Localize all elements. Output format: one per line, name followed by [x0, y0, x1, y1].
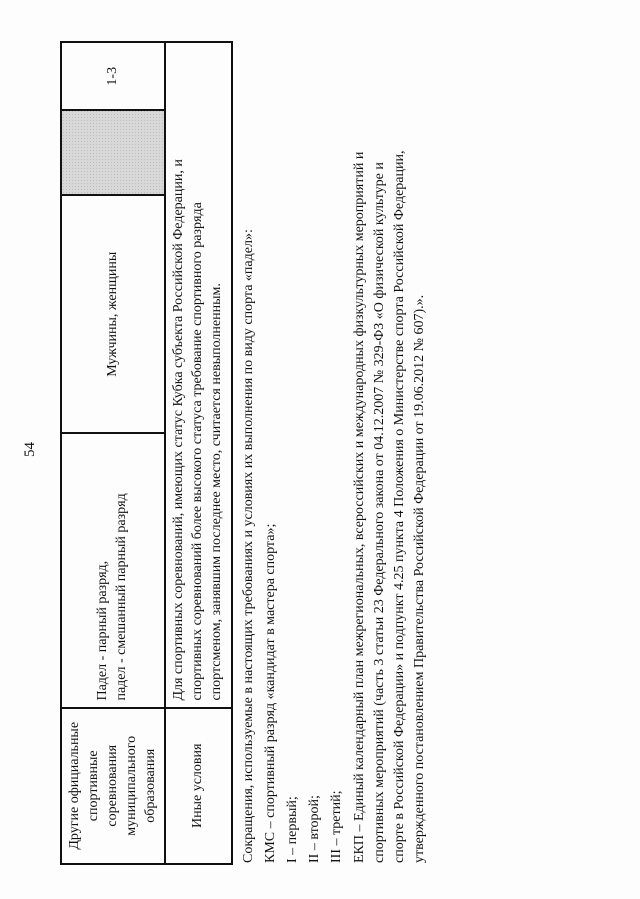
ekp-text-line: спортивных мероприятий (часть 3 статьи 23 Федерального закона от 04.12.2007 № 329-ФЗ «О физической культуре и	[372, 162, 387, 863]
cell-text-line: Падел - парный разряд,	[95, 560, 111, 701]
table-cell-discipline	[61, 433, 165, 707]
table-row	[61, 42, 165, 864]
table-cell-other-conditions-label: Иные условия	[165, 708, 232, 864]
cell-text-line: спортсменом, занявшим последнее место, считается невыполненным.	[209, 283, 225, 701]
ekp-text-line: ЕКП – Единый календарный план межрегиональных, всероссийских и международных физкультурных мероприятий и	[352, 151, 367, 863]
abbreviation-item: II – второй;	[307, 795, 322, 863]
cell-text-line: спортивных соревнований более высокого статуса требование спортивного разряда	[190, 202, 206, 701]
ekp-definition	[350, 33, 430, 863]
page-number: 54	[22, 442, 38, 457]
cell-text-line: муниципального	[123, 735, 139, 836]
table-cell-other-conditions-text	[165, 42, 232, 708]
ekp-text-line: утвержденного постановлением Правительства Российской Федерации от 19.06.2012 № 607).».	[412, 294, 427, 863]
table-cell-competition-type	[61, 708, 165, 864]
cell-text-line: образования	[142, 748, 158, 823]
cell-text-line: Другие официальные	[67, 721, 82, 850]
abbreviation-item: I – первый;	[285, 796, 300, 863]
table-cell-gender: Мужчины, женщины	[61, 195, 165, 433]
cell-text-line: Для спортивных соревнований, имеющих статус Кубка субъекта Российской Федерации, и	[171, 159, 187, 701]
table-row	[165, 42, 232, 864]
abbreviation-item: КМС – спортивный разряд «кандидат в мастера спорта»;	[263, 523, 278, 863]
table-cell-places: 1-3	[61, 42, 165, 110]
table-cell-shaded-empty	[61, 110, 165, 195]
cell-text-line: спортивные соревнования	[85, 744, 120, 827]
abbreviations-section	[238, 33, 348, 863]
abbreviation-item: III – третий;	[329, 790, 344, 863]
cell-text-line: падел - смешанный парный разряд	[114, 493, 130, 701]
abbreviations-intro: Сокращения, используемые в настоящих требованиях и условиях их выполнения по виду спорта «падел»:	[241, 229, 256, 863]
ekp-text-line: спорте в Российской Федерации» и подпункт 4.25 пункта 4 Положения о Министерстве спорта Российской Федерации,	[392, 150, 407, 863]
requirements-table	[60, 41, 233, 865]
